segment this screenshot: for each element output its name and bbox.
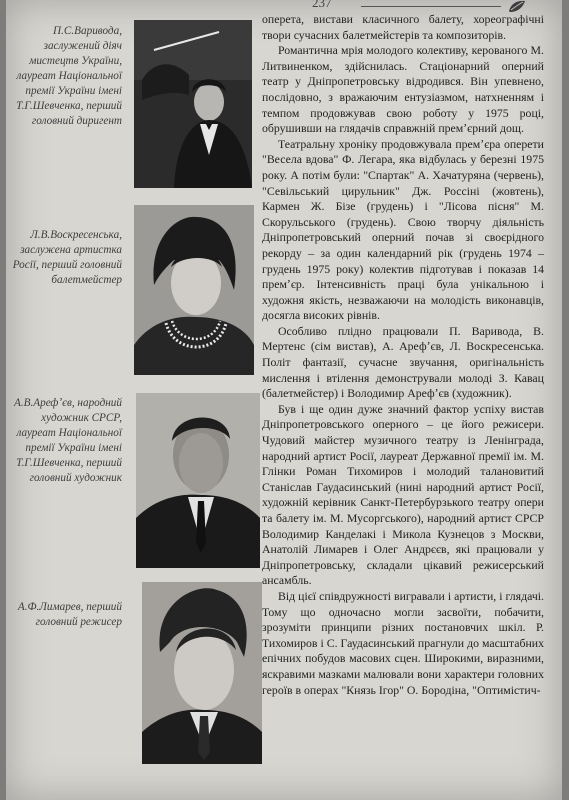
paragraph: Театральну хроніку продовжувала премʼєра оперети "Весела вдова" Ф. Легара, яка відбулась у березні 1975 року. А потім були: "Спартак" А. Хачатуряна (червень), "Севільський цирульник" Дж. Россіні (жовтень), Кармен Ж. Бізе (грудень) і "Лісова пісня" М. Скорульського (грудень). Свою творчу діяльність Дніпропетровський оперний почав зі своєрідного рекорду – за один календарний рік (грудень 1974 – грудень 1975 року) колектив підготував і показав 14 премʼєр. Інтенсивність праці була унікальною і художня якість, незважаючи на молодість виконавців, досягла високих рівнів. [262,136,544,323]
portrait-photo-director [142,582,262,764]
portrait-photo-balletmaster [134,205,254,375]
paragraph: оперета, вистави класичного балету, хореографічні твори сучасних балетмейстерів та композиторів. [262,12,544,42]
book-page [6,0,562,800]
paragraph: Був і ще один дуже значний фактор успіху вистав Дніпропетровського оперного – це його режисери. Чудовий майстер музичного театру із Ленінграда, народний артист Росії, лауреат Державної премії ім. М. Глінки Роман Тихомиров і молодий талановитий Станіслав Гаудасинський (нині народний артист Росії, художній керівник Санкт-Петербурзького театру опери та балету ім. М. Мусоргського), народний артист СРСР Володимир Канделакі і Микола Кузнецов з Москви, Анатолій Лимарев і Олег Андрєєв, які працювали у Дніпропетровську, складали цікавий режисерський ансамбль. [262,401,544,588]
page-number: 237 [312,0,332,10]
header-rule [361,6,501,7]
caption-director: А.Ф.Лимарев, перший головний режисер [17,601,122,628]
portrait-photo-conductor [134,20,252,188]
paragraph: Особливо плідно працювали П. Варивода, В. Мертенс (сім вистав), А. Арефʼєв, Л. Воскресенська. Політ фантазії, сучасне звучання, оригінальність мислення і втілення демонстрували молоді З. Кавац (балетмейстер) і Володимир Арефʼєв (художник). [262,323,544,401]
portrait-photo-designer [136,393,260,568]
paragraph: Романтична мрія молодого колективу, керованого М. Литвиненком, здійснилась. Стаціонарний оперний театр у Дніпропетровську відродився. Він упевнено, послідовно, з вражаючим ентузіазмом, натхненням і темпом продовжував свою роботу у 1975 році, обрушивши на глядачів справжній премʼєрний дощ. [262,43,544,136]
caption-designer: А.В.Арефʼєв, народний художник СРСР, лауреат Національної премії України імені Т.Г.Шевченка, перший головний художник [14,397,122,484]
caption-balletmaster: Л.В.Воскресенська, заслужена артистка Росії, перший головний балетмейстер [12,229,122,286]
paragraph: Від цієї співдружності вигравали і артисти, і глядачі. Тому що одночасно могли засвоїти, побачити, зрозуміти принципи різних постановчих шкіл. Р. Тихомиров і С. Гаудасинський прагнули до масштабних епічних побудов масових сцен. Широкими, виразними, яскравими мазками малювали вони характери головних героїв в операх "Князь Ігор" О. Бородіна, "Оптимістич- [262,588,544,697]
article-body [262,12,544,698]
caption-conductor: П.С.Варивода, заслужений діяч мистецтв України, лауреат Національної премії України імені Т.Г.Шевченка, перший головний диригент [16,25,122,127]
